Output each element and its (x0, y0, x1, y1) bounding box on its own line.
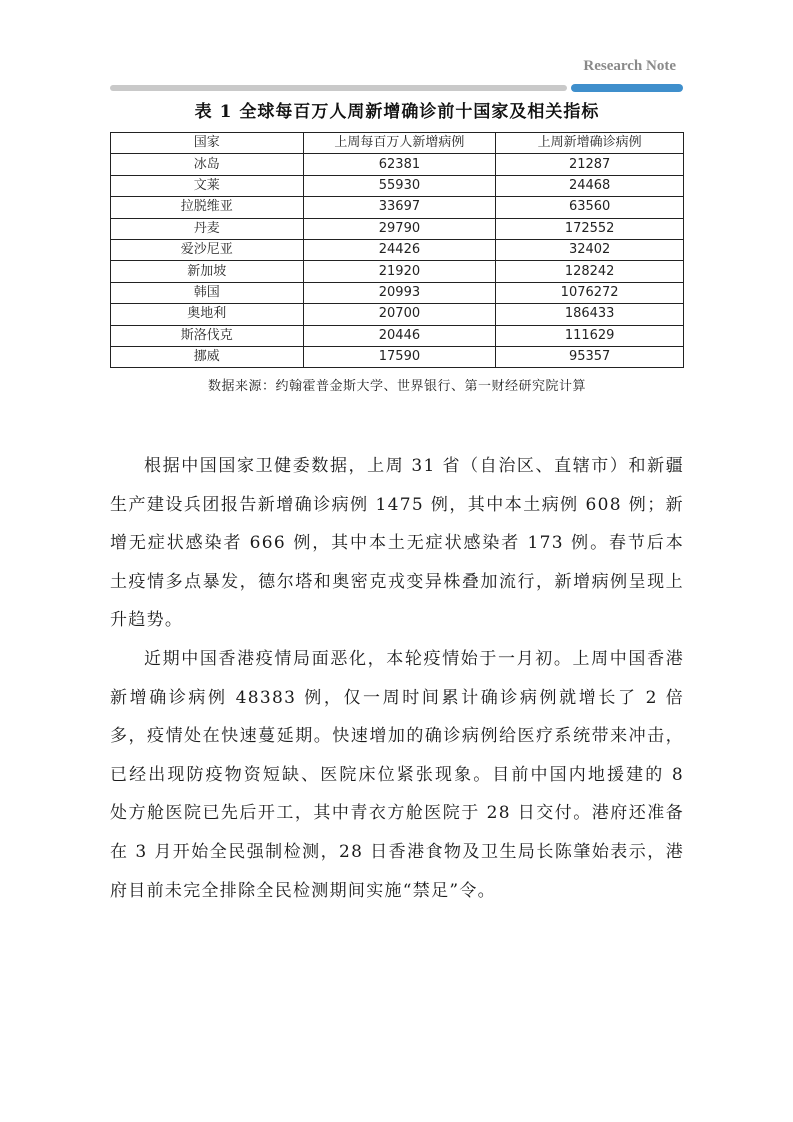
new-cases-cell: 63560 (496, 197, 684, 218)
table-source-note: 数据来源：约翰霍普金斯大学、世界银行、第一财经研究院计算 (207, 379, 586, 394)
paragraph-mainland: 根据中国国家卫健委数据，上周 31 省（自治区、直辖市）和新疆生产建设兵团报告新增确诊病例 1475 例，其中本土病例 608 例；新增无症状感染者 666 例，其中本土无症状感染者 173 例。春节后本土疫情多点暴发，德尔塔和奥密克戎变异株叠加流行，新增病例呈现上升趋势。 (110, 456, 684, 631)
header-accent-bar (571, 84, 683, 92)
table-row (111, 325, 684, 346)
new-cases-cell: 172552 (496, 218, 684, 239)
table-row (111, 282, 684, 303)
new-cases-cell: 111629 (496, 325, 684, 346)
per-million-cell: 21920 (303, 261, 496, 282)
new-cases-cell: 24468 (496, 175, 684, 196)
per-million-cell: 17590 (303, 346, 496, 367)
country-cell: 韩国 (111, 282, 304, 303)
covid-country-table (110, 132, 684, 368)
table-row (111, 154, 684, 175)
table-row (111, 261, 684, 282)
country-cell: 拉脱维亚 (111, 197, 304, 218)
per-million-cell: 24426 (303, 239, 496, 260)
header-divider (110, 85, 567, 91)
per-million-cell: 20446 (303, 325, 496, 346)
new-cases-cell: 186433 (496, 304, 684, 325)
column-header-country: 国家 (111, 133, 304, 154)
new-cases-cell: 128242 (496, 261, 684, 282)
table-row (111, 218, 684, 239)
report-type-label: Research Note (583, 58, 676, 74)
country-cell: 挪威 (111, 346, 304, 367)
table-header-row (111, 133, 684, 154)
column-header-weekly-per-million: 上周每百万人新增病例 (303, 133, 496, 154)
column-header-weekly-new-cases: 上周新增确诊病例 (496, 133, 684, 154)
country-cell: 文莱 (111, 175, 304, 196)
new-cases-cell: 21287 (496, 154, 684, 175)
country-cell: 新加坡 (111, 261, 304, 282)
country-cell: 奥地利 (111, 304, 304, 325)
new-cases-cell: 95357 (496, 346, 684, 367)
per-million-cell: 55930 (303, 175, 496, 196)
table-row (111, 239, 684, 260)
table-row (111, 304, 684, 325)
per-million-cell: 33697 (303, 197, 496, 218)
new-cases-cell: 1076272 (496, 282, 684, 303)
table-row (111, 175, 684, 196)
table-title: 表 1 全球每百万人周新增确诊前十国家及相关指标 (194, 102, 600, 122)
per-million-cell: 29790 (303, 218, 496, 239)
table-row (111, 346, 684, 367)
per-million-cell: 62381 (303, 154, 496, 175)
per-million-cell: 20700 (303, 304, 496, 325)
paragraph-hong-kong: 近期中国香港疫情局面恶化，本轮疫情始于一月初。上周中国香港新增确诊病例 48383 例，仅一周时间累计确诊病例就增长了 2 倍多，疫情处在快速蔓延期。快速增加的确诊病例给医疗系统带来冲击，已经出现防疫物资短缺、医院床位紧张现象。目前中国内地援建的 8 处方舱医院已先后开工，其中青衣方舱医院于 28 日交付。港府还准备在 3 月开始全民强制检测，28 日香港食物及卫生局长陈肇始表示，港府目前未完全排除全民检测期间实施“禁足”令。 (110, 648, 684, 901)
country-cell: 冰岛 (111, 154, 304, 175)
country-cell: 斯洛伐克 (111, 325, 304, 346)
new-cases-cell: 32402 (496, 239, 684, 260)
country-cell: 爱沙尼亚 (111, 239, 304, 260)
per-million-cell: 20993 (303, 282, 496, 303)
country-cell: 丹麦 (111, 218, 304, 239)
body-text (110, 447, 684, 910)
table-row (111, 197, 684, 218)
